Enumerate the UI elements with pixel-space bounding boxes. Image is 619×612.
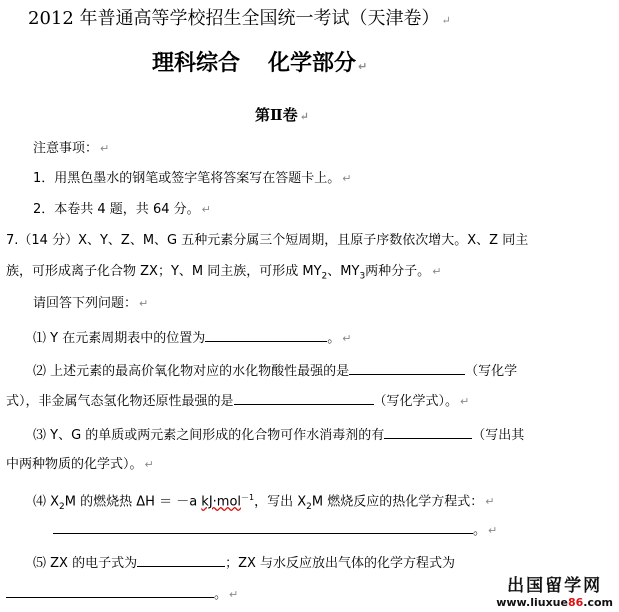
sub-question-2-line-2: 式），非金属气态氢化物还原性最强的是 （写化学式）。 ↵ bbox=[6, 394, 470, 409]
question-7-line-2: 族，可形成离子化合物 ZX；Y、M 同主族，可形成 $MY_2$、$MY_3$两种分子。 ↵ bbox=[6, 264, 442, 282]
watermark-title: 出国留学网 bbox=[507, 576, 603, 596]
notice-heading: 注意事项： ↵ bbox=[33, 141, 110, 156]
answer-blank-1[interactable] bbox=[205, 329, 327, 342]
answer-blank-5a[interactable] bbox=[137, 554, 225, 567]
sub-question-4-answer-line: 。 ↵ bbox=[53, 521, 497, 539]
sub-question-4: ⑷ $X_2M$ 的燃烧热 ΔH ＝ －a kJ·mol$^{-1}$，写出 $X_2M$ 燃烧反应的热化学方程式： ↵ bbox=[33, 493, 495, 512]
answer-blank-4[interactable] bbox=[53, 521, 473, 534]
answer-blank-2b[interactable] bbox=[234, 392, 374, 405]
answer-prompt: 请回答下列问题： ↵ bbox=[33, 296, 149, 311]
question-7-line-1: 7.（14 分）X、Y、Z、M、G 五种元素分属三个短周期，且原子序数依次增大。X、Z 同主 bbox=[6, 233, 529, 248]
sub-question-3-line-2: 中两种物质的化学式）。 ↵ bbox=[6, 457, 154, 472]
exam-title: 2012 年普通高等学校招生全国统一考试（天津卷） ↵ bbox=[28, 8, 451, 29]
site-watermark bbox=[496, 576, 613, 609]
sub-question-5: ⑸ ZX 的电子式为 ；ZX 与水反应放出气体的化学方程式为 bbox=[33, 556, 456, 571]
subject-heading: 理科综合 化学部分 ↵ bbox=[152, 51, 368, 76]
answer-blank-5b[interactable] bbox=[6, 585, 214, 598]
sub-question-2-line-1: ⑵ 上述元素的最高价氧化物对应的水化物酸性最强的是 （写化学 bbox=[33, 364, 518, 379]
sub-question-5-answer-line: 。 ↵ bbox=[6, 585, 238, 603]
notice-item-1: 1．用黑色墨水的钢笔或签字笔将答案写在答题卡上。 ↵ bbox=[33, 171, 352, 186]
answer-blank-2a[interactable] bbox=[349, 362, 465, 375]
sub-question-1: ⑴ Y 在元素周期表中的位置为 。 ↵ bbox=[33, 331, 352, 346]
sub-question-3-line-1: ⑶ Y、G 的单质或两元素之间形成的化合物可作水消毒剂的有 （写出其 bbox=[33, 428, 525, 443]
volume-heading: 第Ⅱ卷 ↵ bbox=[255, 106, 309, 124]
answer-blank-3[interactable] bbox=[384, 426, 472, 439]
notice-item-2: 2．本卷共 4 题，共 64 分。 ↵ bbox=[33, 202, 211, 217]
watermark-url: www.liuxue86.com bbox=[496, 596, 613, 609]
